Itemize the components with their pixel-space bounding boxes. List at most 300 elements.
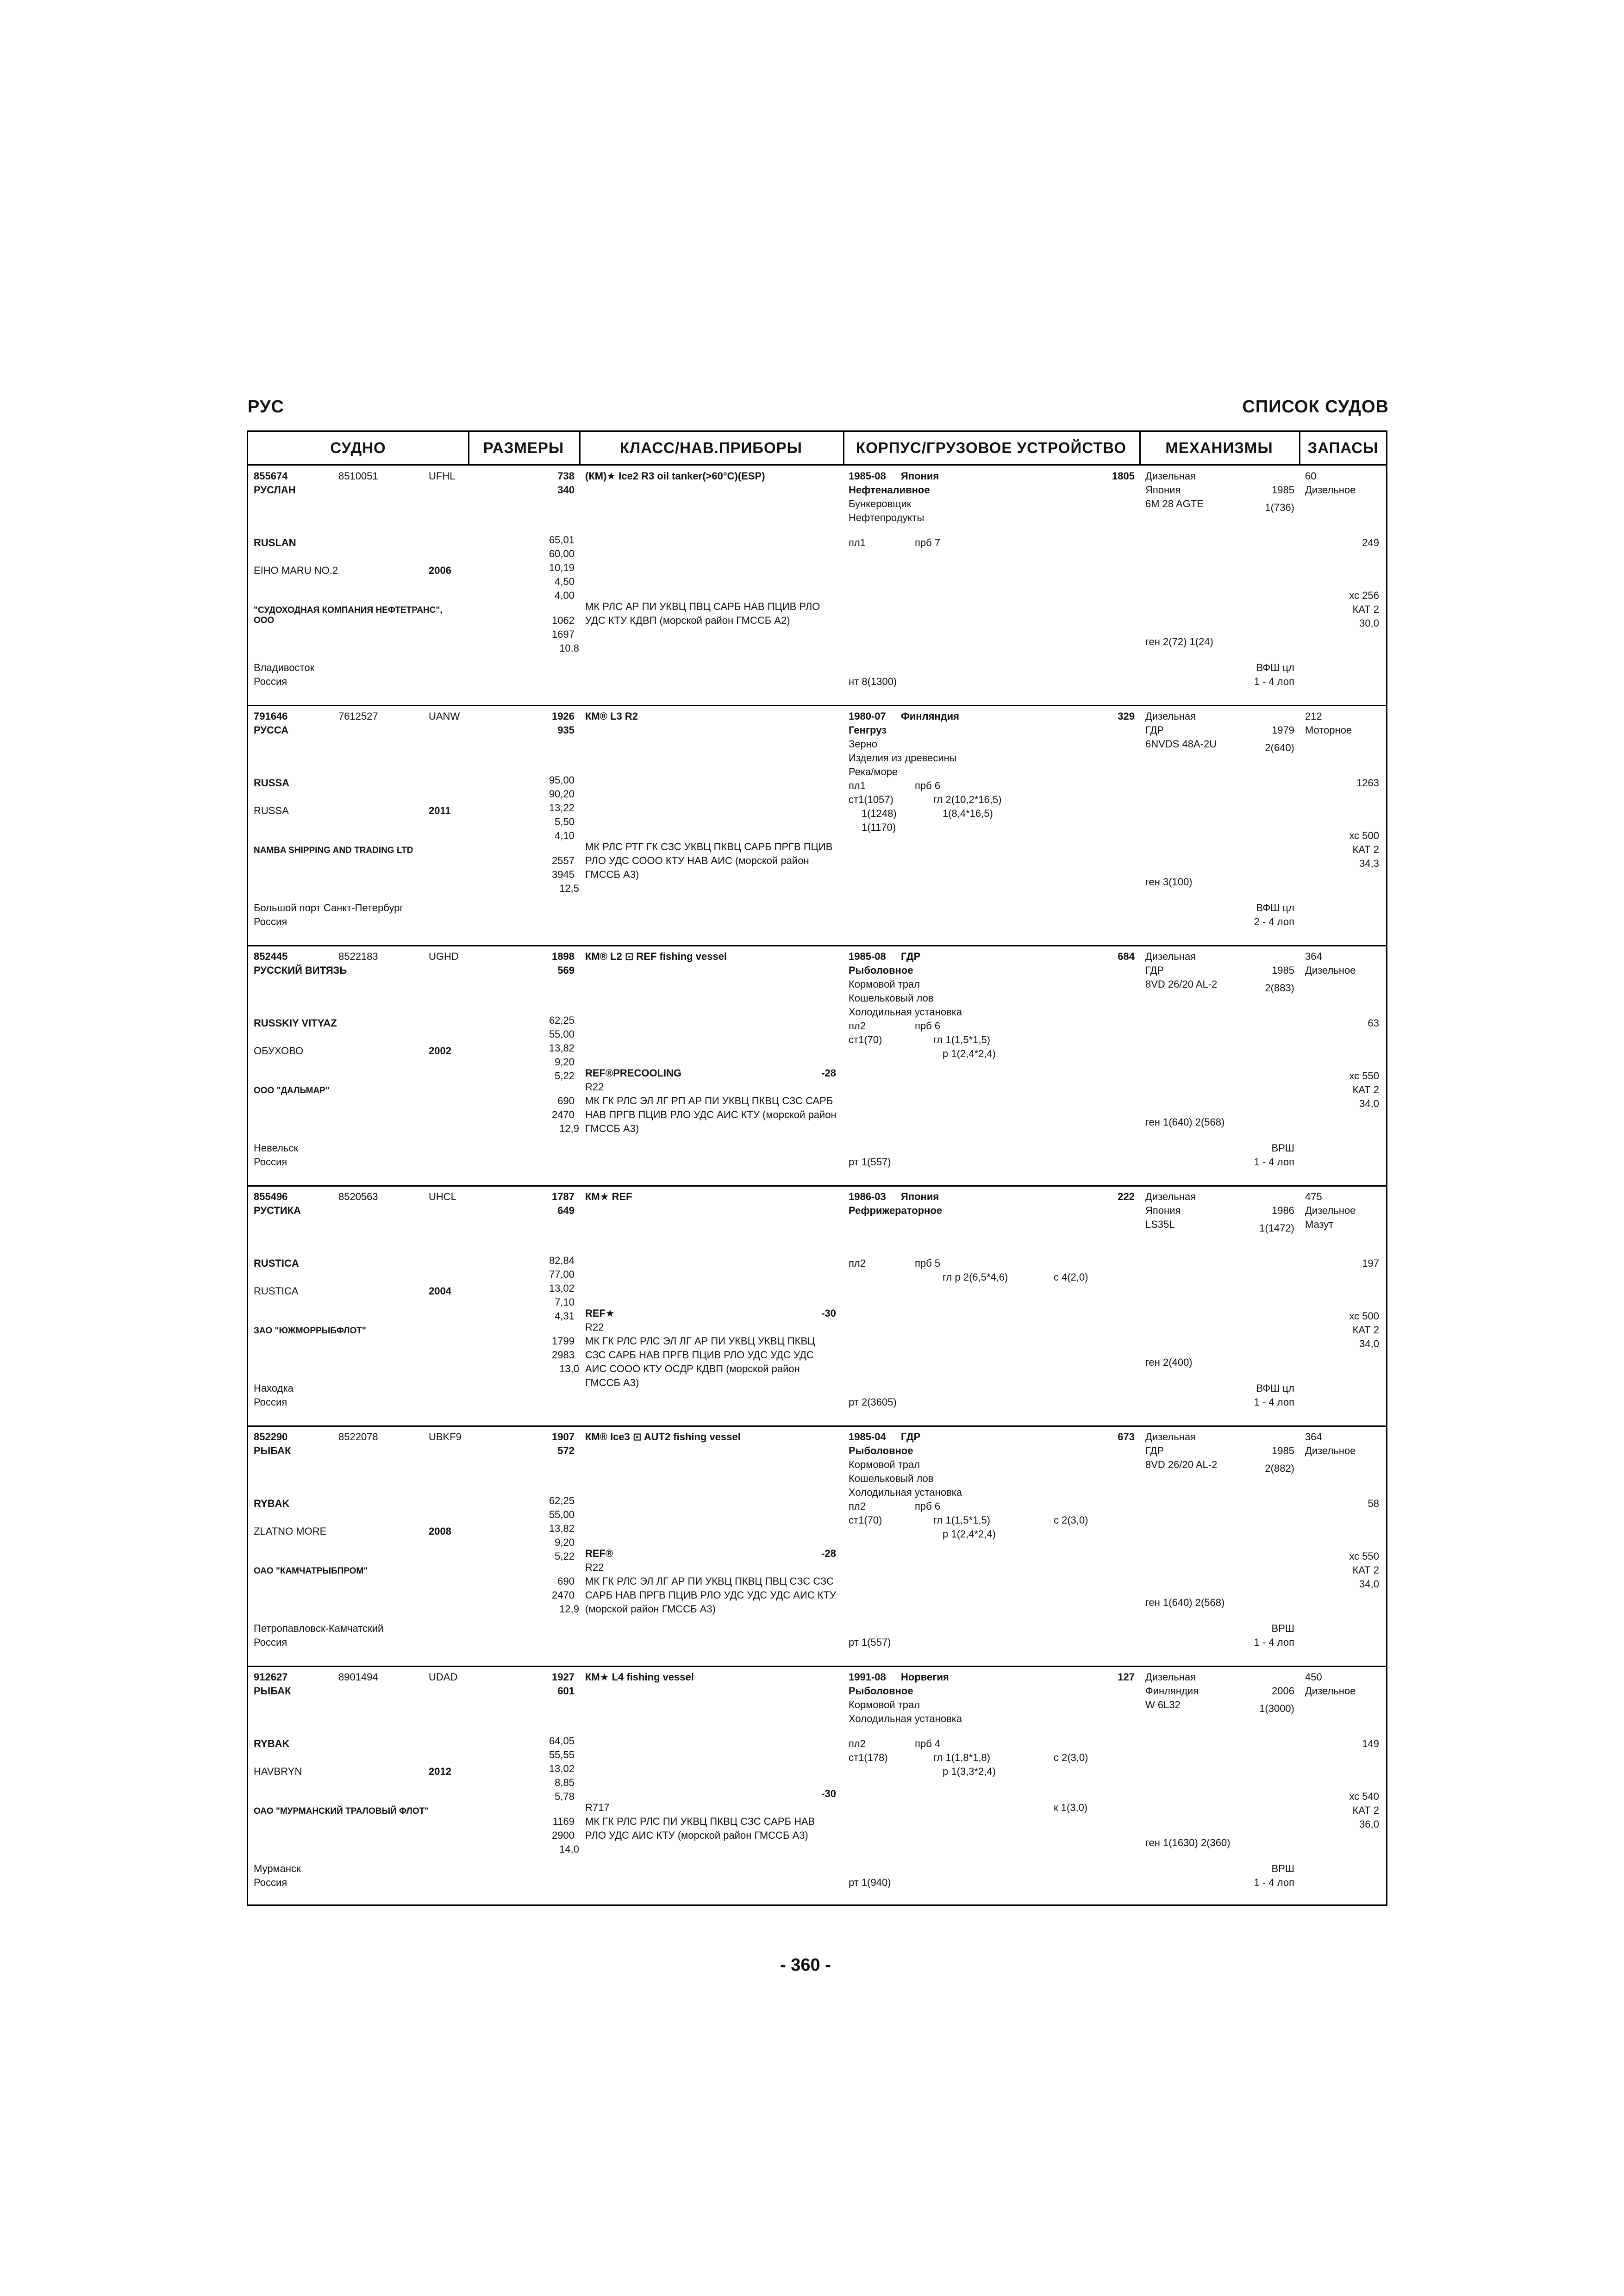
refrigerant-agent: R22 — [585, 1081, 604, 1093]
ship-former-year: 2011 — [429, 805, 451, 816]
ship-former-name: EIHO MARU NO.2 — [254, 565, 338, 576]
hull-type: Рыболовное — [849, 964, 913, 976]
ship-name: РУССА — [254, 724, 289, 736]
ship-port: Владивосток — [254, 662, 315, 673]
engine-model: 8VD 26/20 AL-2 — [1145, 978, 1218, 990]
class-notation: КМ★ L4 fishing vessel — [585, 1671, 694, 1683]
hull-type: Холодильная установка — [849, 1006, 962, 1018]
tonnage-net: 569 — [557, 964, 575, 976]
ship-reg-number: 852445 — [254, 951, 288, 962]
build-country: Финляндия — [901, 710, 960, 722]
autonomy-value: 36,0 — [1359, 1818, 1379, 1830]
generators: ген 2(72) 1(24) — [1145, 636, 1213, 647]
propeller-blades: 1 - 4 лоп — [1254, 1636, 1294, 1648]
deadweight: 2557 — [552, 855, 575, 866]
column-header-supplies: ЗАПАСЫ — [1307, 439, 1379, 456]
hull-type: Рыболовное — [849, 1685, 913, 1697]
engine-year: 1986 — [1272, 1205, 1294, 1216]
dimension-value: 55,00 — [549, 1509, 575, 1520]
ship-flag: Россия — [254, 916, 287, 927]
ship-callsign: UDAD — [429, 1671, 458, 1683]
row-divider — [248, 1425, 1386, 1427]
engine-country: Япония — [1145, 1205, 1181, 1216]
ship-owner: ОАО "МУРМАНСКИЙ ТРАЛОВЫЙ ФЛОТ" — [254, 1806, 429, 1816]
engine-type: Дизельная — [1145, 710, 1196, 722]
tanks: рт 2(3605) — [849, 1396, 897, 1408]
engine-country: ГДР — [1145, 964, 1164, 976]
dimension-value: 4,00 — [555, 590, 575, 601]
build-number: 684 — [1118, 951, 1135, 962]
class-notation: КМ® L3 R2 — [585, 710, 638, 722]
hatch-size: гл 2(10,2*16,5) — [933, 794, 1002, 805]
ship-port: Мурманск — [254, 1863, 301, 1874]
ship-flag: Россия — [254, 1156, 287, 1168]
engine-year: 1985 — [1272, 484, 1294, 496]
engine-model: W 6L32 — [1145, 1699, 1181, 1711]
dimension-value: 62,25 — [549, 1495, 575, 1506]
displacement: 1697 — [552, 628, 575, 640]
ship-imo-number: 8510051 — [338, 470, 378, 482]
dimension-value: 90,20 — [549, 788, 575, 800]
build-number: 329 — [1118, 710, 1135, 722]
row-divider — [248, 945, 1386, 946]
dimension-value: 9,20 — [555, 1056, 575, 1068]
speed: 12,9 — [559, 1603, 579, 1615]
ship-owner: ООО "ДАЛЬМАР" — [254, 1086, 330, 1095]
ship-imo-number: 7612527 — [338, 710, 378, 722]
ship-record — [248, 1426, 1386, 1667]
engine-year: 1985 — [1272, 964, 1294, 976]
hull-type: Холодильная установка — [849, 1713, 962, 1724]
ship-name: РУСТИКА — [254, 1205, 301, 1216]
ship-name: РЫБАК — [254, 1685, 291, 1697]
engine-year: 1979 — [1272, 724, 1294, 736]
dimension-value: 13,82 — [549, 1042, 575, 1054]
engine-type: Дизельная — [1145, 1431, 1196, 1443]
autonomy-value: хс 550 — [1349, 1070, 1379, 1082]
dimension-value: 5,22 — [555, 1070, 575, 1082]
engine-country: ГДР — [1145, 724, 1164, 736]
header-left: РУС — [248, 397, 284, 417]
tonnage-net: 935 — [557, 724, 575, 736]
build-date: 1985-08 — [849, 951, 886, 962]
hull-type: Река/море — [849, 766, 898, 778]
supply-amount: 475 — [1305, 1191, 1322, 1202]
autonomy-value: КАТ 2 — [1352, 604, 1379, 615]
ship-port: Петропавловск-Камчатский — [254, 1623, 384, 1634]
hatch-size: 1(8,4*16,5) — [943, 808, 993, 819]
hull-type: Нефтеналивное — [849, 484, 930, 496]
cargo-gear: с 2(3,0) — [1054, 1514, 1088, 1526]
ship-flag: Россия — [254, 1877, 287, 1888]
dimension-value: 7,10 — [555, 1296, 575, 1308]
ship-register-table — [247, 430, 1387, 1906]
engine-country: Финляндия — [1145, 1685, 1199, 1697]
ship-record — [248, 1186, 1386, 1426]
build-number: 1805 — [1112, 470, 1135, 482]
column-header-hull: КОРПУС/ГРУЗОВОЕ УСТРОЙСТВО — [856, 439, 1127, 456]
ship-imo-number: 8522183 — [338, 951, 378, 962]
autonomy-value: КАТ 2 — [1352, 1564, 1379, 1576]
speed: 13,0 — [559, 1363, 579, 1375]
build-country: Япония — [901, 470, 939, 482]
build-country: Япония — [901, 1191, 939, 1202]
engine-country: Япония — [1145, 484, 1181, 496]
engine-power: 1(3000) — [1259, 1703, 1294, 1714]
dimension-value: 9,20 — [555, 1537, 575, 1548]
hull-type: Кошельковый лов — [849, 992, 934, 1004]
engine-model: 6M 28 AGTE — [1145, 498, 1204, 510]
ship-port: Невельск — [254, 1142, 298, 1154]
hull-type: Зерно — [849, 738, 878, 750]
page-number: - 360 - — [780, 1955, 831, 1975]
dimension-value: 13,22 — [549, 802, 575, 814]
refrigeration-temperature: -28 — [821, 1067, 836, 1079]
hull-type: Кормовой трал — [849, 1459, 920, 1470]
engine-year: 1985 — [1272, 1445, 1294, 1456]
navigation-equipment: МК ГК РЛС ЭЛ ЛГ РП АР ПИ УКВЦ ПКВЦ СЗС САРБ НАВ ПРГВ ПЦИВ РЛО УДС АИС КТУ (морской район ГМССБ А3) — [585, 1095, 837, 1134]
header-right: СПИСОК СУДОВ — [1242, 397, 1389, 417]
tonnage-gross: 1926 — [552, 710, 575, 722]
divider — [1139, 432, 1141, 464]
hull-type: Бункеровщик — [849, 498, 912, 510]
engine-power: 2(883) — [1265, 982, 1294, 994]
refrigerant-agent: R22 — [585, 1562, 604, 1573]
supply-amount: 450 — [1305, 1671, 1322, 1683]
propeller-blades: 1 - 4 лоп — [1254, 1156, 1294, 1168]
displacement: 2470 — [552, 1589, 575, 1601]
decks: пл2 — [849, 1020, 866, 1032]
engine-power: 1(1472) — [1259, 1222, 1294, 1234]
supply-crew: 149 — [1362, 1738, 1379, 1749]
hold-capacity: ст1(70) — [849, 1034, 882, 1045]
supply-crew: 58 — [1368, 1498, 1379, 1509]
ship-owner: ОАО "КАМЧАТРЫБПРОМ" — [254, 1566, 368, 1576]
dimension-value: 5,50 — [555, 816, 575, 828]
class-notation: КМ® L2 ⊡ REF fishing vessel — [585, 951, 727, 962]
ship-name: РЫБАК — [254, 1445, 291, 1456]
ship-flag: Россия — [254, 676, 287, 687]
speed: 12,5 — [559, 883, 579, 894]
refrigeration-temperature: -28 — [821, 1548, 836, 1559]
hatch-size: гл р 2(6,5*4,6) — [943, 1271, 1008, 1283]
row-divider — [248, 1666, 1386, 1667]
build-country: ГДР — [901, 1431, 921, 1443]
column-header-dimensions: РАЗМЕРЫ — [483, 439, 564, 456]
supply-amount: 60 — [1305, 470, 1317, 482]
supply-crew: 249 — [1362, 537, 1379, 548]
engine-power: 2(882) — [1265, 1462, 1294, 1474]
propeller-blades: 2 - 4 лоп — [1254, 916, 1294, 927]
ship-former-name: ОБУХОВО — [254, 1045, 304, 1057]
engine-power: 2(640) — [1265, 742, 1294, 753]
autonomy-value: 34,3 — [1359, 858, 1379, 869]
dimension-value: 10,19 — [549, 562, 575, 573]
hold-capacity: ст1(178) — [849, 1752, 888, 1763]
divider — [579, 432, 581, 464]
dimension-value: 4,10 — [555, 830, 575, 841]
engine-type: Дизельная — [1145, 1671, 1196, 1683]
column-header-ship: СУДНО — [330, 439, 386, 456]
tanks: рт 1(557) — [849, 1636, 891, 1648]
displacement: 2900 — [552, 1829, 575, 1841]
supply-crew: 63 — [1368, 1017, 1379, 1029]
divider — [468, 432, 469, 464]
hull-type: Нефтепродукты — [849, 512, 924, 523]
propeller-blades: 1 - 4 лоп — [1254, 676, 1294, 687]
speed: 12,9 — [559, 1123, 579, 1134]
ship-reg-number: 912627 — [254, 1671, 288, 1683]
hatch-size: гл 1(1,5*1,5) — [933, 1034, 991, 1045]
ship-former-name: ZLATNO MORE — [254, 1525, 327, 1537]
refrigeration-class: REF®PRECOOLING — [585, 1067, 682, 1079]
ship-reg-number: 855496 — [254, 1191, 288, 1202]
tonnage-net: 601 — [557, 1685, 575, 1697]
deadweight: 690 — [557, 1575, 575, 1587]
hold-capacity: ст1(70) — [849, 1514, 882, 1526]
decks: пл2 — [849, 1500, 866, 1512]
speed: 10,8 — [559, 642, 579, 654]
ship-flag: Россия — [254, 1636, 287, 1648]
decks: пл1 — [849, 537, 866, 548]
hold-capacity: ст1(1057) — [849, 794, 893, 805]
dimension-value: 4,50 — [555, 576, 575, 587]
autonomy-value: хс 256 — [1349, 590, 1379, 601]
refrigerant-agent: R22 — [585, 1321, 604, 1333]
build-country: ГДР — [901, 951, 921, 962]
dimension-value: 82,84 — [549, 1255, 575, 1266]
build-date: 1991-08 — [849, 1671, 886, 1683]
dimension-value: 5,78 — [555, 1791, 575, 1802]
propeller: ВРШ — [1271, 1623, 1294, 1634]
ship-latin-name: RYBAK — [254, 1738, 290, 1749]
bulkheads: прб 4 — [915, 1738, 941, 1749]
ship-flag: Россия — [254, 1396, 287, 1408]
tonnage-gross: 1898 — [552, 951, 575, 962]
engine-model: 8VD 26/20 AL-2 — [1145, 1459, 1218, 1470]
hull-type: Кормовой трал — [849, 978, 920, 990]
cargo-gear: с 4(2,0) — [1054, 1271, 1088, 1283]
dimension-value: 55,55 — [549, 1749, 575, 1761]
speed: 14,0 — [559, 1843, 579, 1855]
class-notation: (КМ)★ Ice2 R3 oil tanker(>60°C)(ESP) — [585, 470, 765, 482]
decks: пл2 — [849, 1738, 866, 1749]
ship-latin-name: RUSLAN — [254, 537, 296, 548]
build-date: 1985-08 — [849, 470, 886, 482]
autonomy-value: 34,0 — [1359, 1098, 1379, 1109]
propeller: ВФШ цл — [1256, 662, 1294, 673]
hold-capacity: 1(1170) — [862, 821, 896, 833]
deadweight: 1062 — [552, 615, 575, 626]
build-date: 1986-03 — [849, 1191, 886, 1202]
supply-fuel-secondary: Мазут — [1305, 1219, 1334, 1230]
supply-amount: 364 — [1305, 951, 1322, 962]
tanks: нт 8(1300) — [849, 676, 897, 687]
ship-imo-number: 8901494 — [338, 1671, 378, 1683]
supply-crew: 197 — [1362, 1257, 1379, 1269]
navigation-equipment: МК РЛС РТГ ГК СЗС УКВЦ ПКВЦ САРБ ПРГВ ПЦИВ РЛО УДС СООО КТУ НАВ АИС (морской район ГМССБ А3) — [585, 841, 833, 880]
dimension-value: 95,00 — [549, 774, 575, 786]
supply-fuel: Дизельное — [1305, 1685, 1356, 1697]
ship-callsign: UHCL — [429, 1191, 456, 1202]
build-country: Норвегия — [901, 1671, 949, 1683]
autonomy-value: КАТ 2 — [1352, 1324, 1379, 1336]
displacement: 3945 — [552, 869, 575, 880]
supply-amount: 212 — [1305, 710, 1322, 722]
propeller-blades: 1 - 4 лоп — [1254, 1877, 1294, 1888]
ship-owner: "СУДОХОДНАЯ КОМПАНИЯ НЕФТЕТРАНС", ООО — [254, 605, 443, 625]
ship-callsign: UGHD — [429, 951, 459, 962]
ship-record — [248, 706, 1386, 946]
deadweight: 690 — [557, 1095, 575, 1107]
refrigerant-agent: R717 — [585, 1802, 610, 1813]
dimension-value: 55,00 — [549, 1028, 575, 1040]
hull-type: Рыболовное — [849, 1445, 913, 1456]
divider — [843, 432, 844, 464]
dimension-value: 13,82 — [549, 1523, 575, 1534]
build-date: 1980-07 — [849, 710, 886, 722]
deadweight: 1169 — [552, 1816, 575, 1827]
column-header-machinery: МЕХАНИЗМЫ — [1165, 439, 1273, 456]
dimension-value: 77,00 — [549, 1269, 575, 1280]
propeller: ВФШ цл — [1256, 1382, 1294, 1394]
dimension-value: 62,25 — [549, 1014, 575, 1026]
autonomy-value: 34,0 — [1359, 1578, 1379, 1590]
ship-former-name: RUSTICA — [254, 1285, 299, 1297]
ship-callsign: UBKF9 — [429, 1431, 462, 1443]
bulkheads: прб 6 — [915, 1500, 941, 1512]
autonomy-value: КАТ 2 — [1352, 844, 1379, 855]
ship-port: Большой порт Санкт-Петербург — [254, 902, 404, 914]
autonomy-value: хс 500 — [1349, 1310, 1379, 1322]
build-number: 673 — [1118, 1431, 1135, 1443]
dimension-value: 13,02 — [549, 1763, 575, 1774]
decks: пл2 — [849, 1257, 866, 1269]
engine-year: 2006 — [1272, 1685, 1294, 1697]
generators: ген 2(400) — [1145, 1356, 1193, 1368]
supply-fuel: Дизельное — [1305, 1445, 1356, 1456]
tanks: рт 1(557) — [849, 1156, 891, 1168]
autonomy-value: 34,0 — [1359, 1338, 1379, 1350]
build-number: 127 — [1118, 1671, 1135, 1683]
hull-type: Рефрижераторное — [849, 1205, 943, 1216]
hatch-size: гл 1(1,8*1,8) — [933, 1752, 991, 1763]
dimension-value: 64,05 — [549, 1735, 575, 1747]
ship-reg-number: 855674 — [254, 470, 288, 482]
tonnage-net: 572 — [557, 1445, 575, 1456]
ship-former-name: RUSSA — [254, 805, 289, 816]
tanks: рт 1(940) — [849, 1877, 891, 1888]
autonomy-value: хс 540 — [1349, 1791, 1379, 1802]
autonomy-value: КАТ 2 — [1352, 1084, 1379, 1095]
navigation-equipment: МК РЛС АР ПИ УКВЦ ПВЦ САРБ НАВ ПЦИВ РЛО УДС КТУ КДВП (морской район ГМССБ А2) — [585, 601, 820, 626]
refrigeration-temperature: -30 — [821, 1788, 836, 1799]
ship-former-name: HAVBRYN — [254, 1766, 302, 1777]
row-divider — [248, 705, 1386, 706]
bulkheads: прб 7 — [915, 537, 941, 548]
cargo-gear: к 1(3,0) — [1054, 1802, 1088, 1813]
refrigeration-class: REF★ — [585, 1307, 615, 1319]
supply-fuel: Дизельное — [1305, 964, 1356, 976]
engine-type: Дизельная — [1145, 1191, 1196, 1202]
ship-port: Находка — [254, 1382, 294, 1394]
build-date: 1985-04 — [849, 1431, 886, 1443]
hull-type: Кошельковый лов — [849, 1473, 934, 1484]
class-notation: КМ★ REF — [585, 1191, 632, 1202]
autonomy-value: хс 500 — [1349, 830, 1379, 841]
ship-record — [248, 466, 1386, 706]
ship-name: РУССКИЙ ВИТЯЗЬ — [254, 964, 347, 976]
supply-fuel: Моторное — [1305, 724, 1352, 736]
refrigeration-class: REF® — [585, 1548, 613, 1559]
bulkheads: прб 6 — [915, 1020, 941, 1032]
dimension-value: 8,85 — [555, 1777, 575, 1788]
hold-capacity: 1(1248) — [862, 808, 897, 819]
engine-type: Дизельная — [1145, 951, 1196, 962]
supply-amount: 364 — [1305, 1431, 1322, 1443]
dimension-value: 5,22 — [555, 1550, 575, 1562]
dimension-value: 65,01 — [549, 534, 575, 546]
generators: ген 1(640) 2(568) — [1145, 1116, 1225, 1128]
class-notation: КМ® Ice3 ⊡ AUT2 fishing vessel — [585, 1431, 741, 1443]
dimension-value: 60,00 — [549, 548, 575, 560]
ship-former-year: 2012 — [429, 1766, 451, 1777]
decks: пл1 — [849, 780, 866, 791]
engine-model: LS35L — [1145, 1219, 1175, 1230]
cargo-gear: с 2(3,0) — [1054, 1752, 1088, 1763]
build-number: 222 — [1118, 1191, 1135, 1202]
hull-type: Кормовой трал — [849, 1699, 920, 1711]
ship-callsign: UFHL — [429, 470, 456, 482]
generators: ген 1(640) 2(568) — [1145, 1597, 1225, 1608]
ship-reg-number: 791646 — [254, 710, 288, 722]
refrigeration-temperature: -30 — [821, 1307, 836, 1319]
bulkheads: прб 6 — [915, 780, 941, 791]
tonnage-gross: 1907 — [552, 1431, 575, 1443]
navigation-equipment: МК ГК РЛС ЭЛ ЛГ АР ПИ УКВЦ ПКВЦ ПВЦ СЗС СЗС САРБ НАВ ПРГВ ПЦИВ РЛО УДС УДС УДС АИС КТУ (морской район ГМССБ А3) — [585, 1575, 836, 1615]
ship-record — [248, 946, 1386, 1186]
displacement: 2470 — [552, 1109, 575, 1120]
propeller: ВРШ — [1271, 1863, 1294, 1874]
ship-latin-name: RYBAK — [254, 1498, 290, 1509]
hatch-size: гл 1(1,5*1,5) — [933, 1514, 991, 1526]
tonnage-net: 649 — [557, 1205, 575, 1216]
ship-former-year: 2004 — [429, 1285, 451, 1297]
dimension-value: 13,02 — [549, 1282, 575, 1294]
ship-latin-name: RUSSA — [254, 777, 290, 789]
propeller: ВРШ — [1271, 1142, 1294, 1154]
deadweight: 1799 — [552, 1335, 575, 1347]
navigation-equipment: МК ГК РЛС РЛС ЭЛ ЛГ АР ПИ УКВЦ УКВЦ ПКВЦ СЗС САРБ НАВ ПРГВ ПЦИВ РЛО УДС УДС УДС АИС СООО КТУ ОСДР КДВП (морской район ГМССБ А3) — [585, 1335, 815, 1388]
ship-former-year: 2008 — [429, 1525, 451, 1537]
ship-imo-number: 8522078 — [338, 1431, 378, 1443]
tonnage-gross: 1927 — [552, 1671, 575, 1683]
generators: ген 1(1630) 2(360) — [1145, 1837, 1230, 1848]
supply-crew: 1263 — [1356, 777, 1379, 789]
autonomy-value: КАТ 2 — [1352, 1804, 1379, 1816]
tonnage-gross: 738 — [557, 470, 575, 482]
displacement: 2983 — [552, 1349, 575, 1361]
row-divider — [248, 1185, 1386, 1187]
ship-latin-name: RUSTICA — [254, 1257, 299, 1269]
bulkheads: прб 5 — [915, 1257, 941, 1269]
engine-type: Дизельная — [1145, 470, 1196, 482]
navigation-equipment: МК ГК РЛС РЛС ПИ УКВЦ ПКВЦ СЗС САРБ НАВ РЛО УДС АИС КТУ (морской район ГМССБ А3) — [585, 1816, 815, 1841]
autonomy-value: 30,0 — [1359, 617, 1379, 629]
ship-name: РУСЛАН — [254, 484, 296, 496]
hatch-size: р 1(2,4*2,4) — [943, 1528, 996, 1540]
supply-fuel: Дизельное — [1305, 1205, 1356, 1216]
